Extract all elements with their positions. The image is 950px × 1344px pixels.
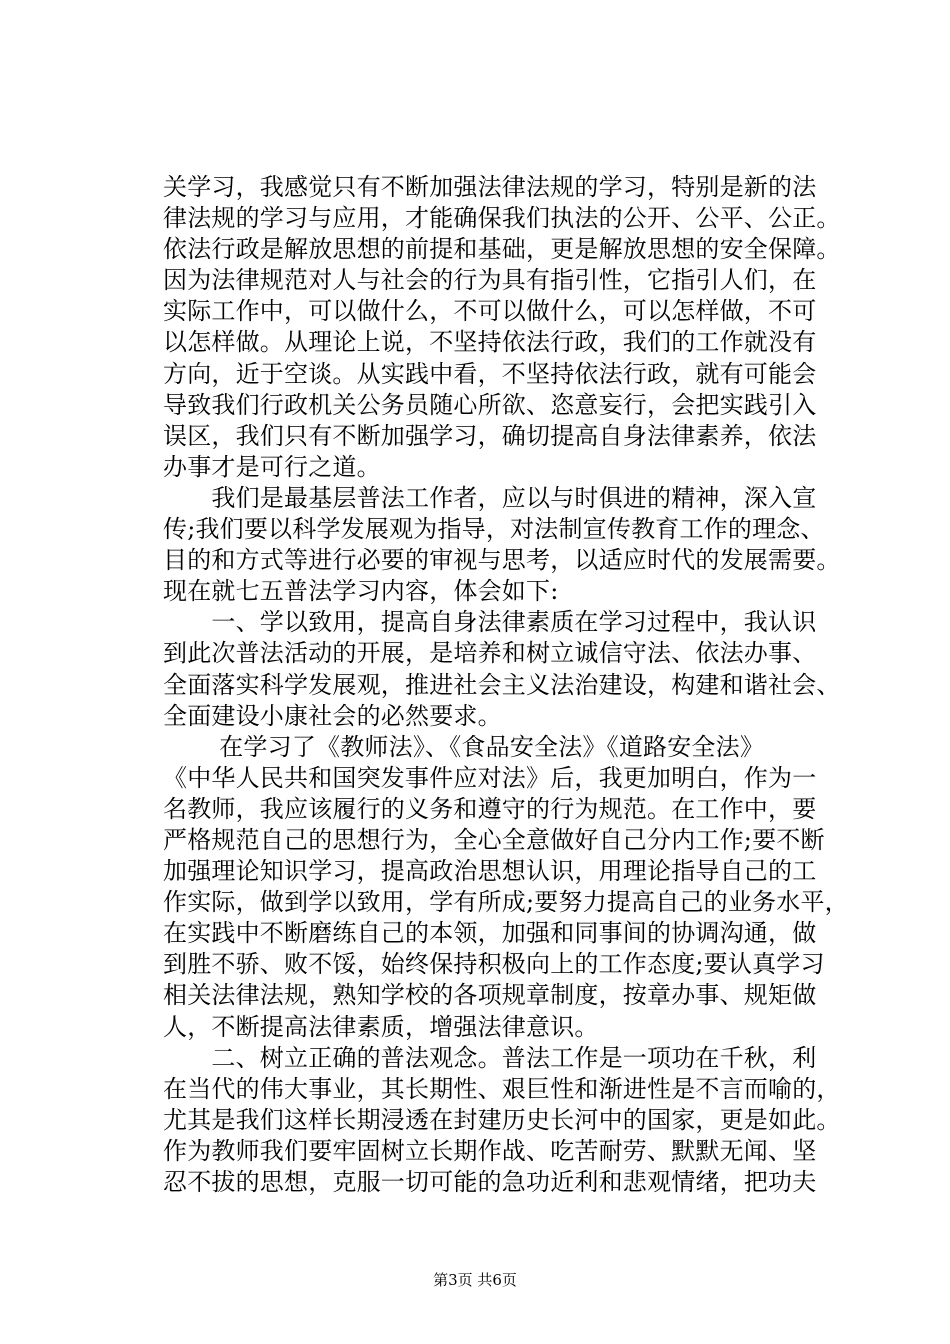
text-line: 方向，近于空谈。从实践中看，不坚持依法行政，就有可能会 (163, 359, 817, 388)
text-line: 到此次普法活动的开展，是培养和树立诚信守法、依法办事、 (163, 639, 817, 668)
text-line: 依法行政是解放思想的前提和基础，更是解放思想的安全保障。 (163, 235, 841, 264)
text-line: 因为法律规范对人与社会的行为具有指引性，它指引人们，在 (163, 266, 817, 295)
text-line: 尤其是我们这样长期浸透在封建历史长河中的国家，更是如此。 (163, 1105, 841, 1134)
text-line: 二、树立正确的普法观念。普法工作是一项功在千秋，利 (163, 1043, 817, 1072)
text-line: 作实际，做到学以致用，学有所成;要努力提高自己的业务水平， (163, 888, 849, 917)
text-line: 在当代的伟大事业，其长期性、艰巨性和渐进性是不言而喻的， (163, 1074, 841, 1103)
text-line: 导致我们行政机关公务员随心所欲、恣意妄行，会把实践引入 (163, 390, 817, 419)
text-line: 目的和方式等进行必要的审视与思考，以适应时代的发展需要。 (163, 546, 841, 575)
text-line: 误区，我们只有不断加强学习，确切提高自身法律素养，依法 (163, 421, 817, 450)
text-line: 严格规范自己的思想行为，全心全意做好自己分内工作;要不断 (163, 825, 825, 854)
text-line: 实际工作中，可以做什么，不可以做什么，可以怎样做，不可 (163, 297, 817, 326)
text-line: 名教师，我应该履行的义务和遵守的行为规范。在工作中，要 (163, 794, 817, 823)
page-footer: 第3页 共6页 (433, 1271, 517, 1289)
text-line: 律法规的学习与应用，才能确保我们执法的公开、公平、公正。 (163, 204, 841, 233)
text-line: 《中华人民共和国突发事件应对法》后，我更加明白，作为一 (163, 763, 817, 792)
text-line: 一、学以致用，提高自身法律素质在学习过程中，我认识 (163, 608, 817, 637)
text-line: 在学习了《教师法》、《食品安全法》《道路安全法》 (163, 732, 765, 761)
document-body (163, 172, 863, 1198)
text-line: 人，不断提高法律素质，增强法律意识。 (163, 1012, 599, 1041)
text-line: 相关法律法规，熟知学校的各项规章制度，按章办事、规矩做 (163, 981, 817, 1010)
text-line: 在实践中不断磨练自己的本领，加强和同事间的协调沟通，做 (163, 919, 817, 948)
text-line: 忍不拔的思想，克服一切可能的急功近利和悲观情绪，把功夫 (163, 1168, 817, 1196)
text-line: 全面建设小康社会的必然要求。 (163, 701, 502, 730)
text-line: 现在就七五普法学习内容，体会如下: (163, 577, 559, 606)
text-line: 作为教师我们要牢固树立长期作战、吃苦耐劳、默默无闻、坚 (163, 1136, 817, 1165)
text-line: 加强理论知识学习，提高政治思想认识，用理论指导自己的工 (163, 857, 817, 886)
text-line: 关学习，我感觉只有不断加强法律法规的学习，特别是新的法 (163, 173, 817, 201)
text-line: 全面落实科学发展观，推进社会主义法治建设，构建和谐社会、 (163, 670, 841, 699)
text-line: 办事才是可行之道。 (163, 452, 381, 481)
text-line: 到胜不骄、败不馁，始终保持积极向上的工作态度;要认真学习 (163, 950, 825, 979)
text-line: 传;我们要以科学发展观为指导，对法制宣传教育工作的理念、 (163, 515, 825, 544)
text-line: 以怎样做。从理论上说，不坚持依法行政，我们的工作就没有 (163, 328, 817, 357)
text-line: 我们是最基层普法工作者，应以与时俱进的精神，深入宣 (163, 483, 817, 512)
